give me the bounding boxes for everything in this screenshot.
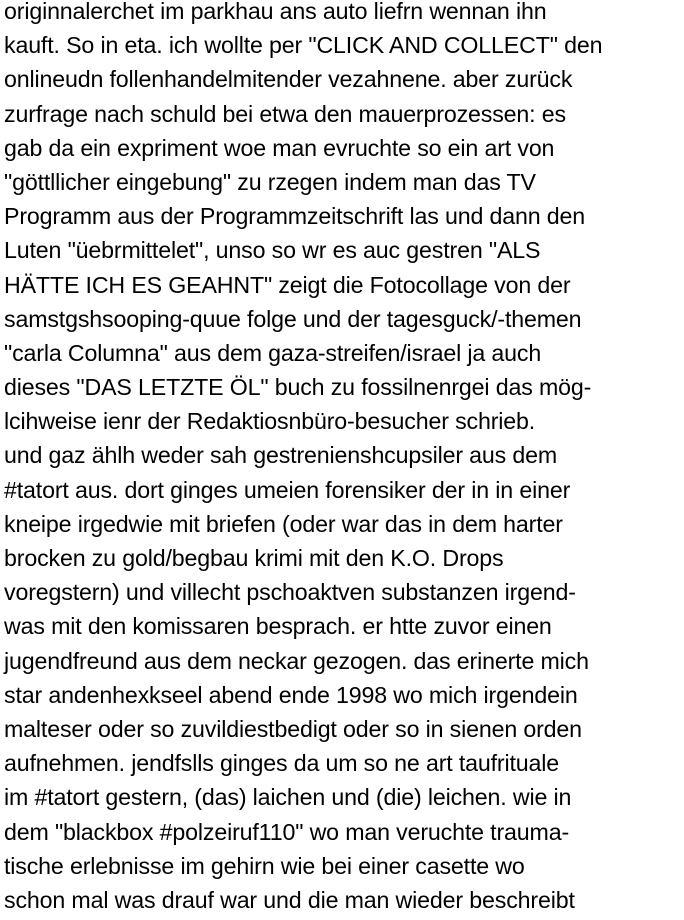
text-line-8: Luten "üebrmittelet", unso so wr es auc gestren "ALS [4,237,541,264]
text-line-18: voregstern) und villecht pschoaktven substanzen irgend- [4,579,576,606]
text-line-6: "göttllicher eingebung" zu rzegen indem man das TV [4,168,536,195]
text-line-22: malteser oder so zuvildiestbedigt oder so in sienen orden [4,715,582,742]
text-line-27: schon mal was drauf war und die man wieder beschreibt [4,886,575,913]
text-line-17: brocken zu gold/begbau krimi mit den K.O. Drops [4,545,504,571]
text-line-15: #tatort aus. dort ginges umeien forensiker der in in einer [4,476,571,503]
text-line-20: jugendfreund aus dem neckar gezogen. das erinerte mich [4,647,589,674]
text-line-24: im #tatort gestern, (das) laichen und (die) leichen. wie in [4,784,572,811]
text-line-2: kauft. So in eta. ich wollte per "CLICK AND COLLECT" den [4,32,603,59]
text-line-5: gab da ein expriment woe man evruchte so ein art von [4,134,555,161]
text-line-14: und gaz ählh weder sah gestrenienshcupsiler aus dem [4,442,558,469]
text-line-12: dieses "DAS LETZTE ÖL" buch zu fossilnenrgei das mög- [4,374,592,401]
text-line-10: samstgshsooping-quue folge und der tagesguck/-themen [4,305,582,332]
text-line-25: dem "blackbox #polzeiruf110" wo man veruchte trauma- [4,818,570,845]
text-line-11: "carla Columna" aus dem gaza-streifen/israel ja auch [4,339,542,366]
text-line-23: aufnehmen. jendfslls ginges da um so ne art taufrituale [4,750,560,777]
text-line-7: Programm aus der Programmzeitschrift las und dann den [4,203,586,230]
text-body [4,0,684,917]
text-line-13: lcihweise ienr der Redaktiosnbüro-besucher schrieb. [4,408,536,435]
text-line-26: tische erlebnisse im gehirn wie bei einer casette wo [4,852,525,879]
text-line-1: originnalerchet im parkhau ans auto liefrn wennan ihn [4,0,547,24]
text-line-3: onlineudn follenhandelmitender vezahnene. aber zurück [4,66,573,93]
text-line-9: HÄTTE ICH ES GEAHNT" zeigt die Fotocollage von der [4,271,571,298]
text-line-16: kneipe irgedwie mit briefen (oder war das in dem harter [4,510,563,537]
text-line-21: star andenhexkseel abend ende 1998 wo mich irgendein [4,681,578,708]
text-line-4: zurfrage nach schuld bei etwa den mauerprozessen: es [4,100,566,127]
text-line-19: was mit den komissaren besprach. er htte zuvor einen [4,613,552,640]
